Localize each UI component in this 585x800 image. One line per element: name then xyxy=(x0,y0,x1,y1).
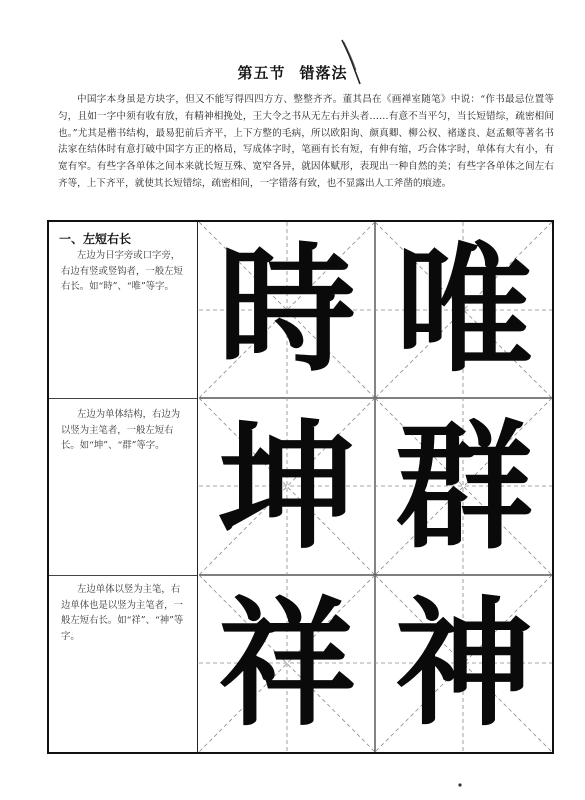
explanation-text: 左边为单体结构，右边为以竖为主笔者，一般左短右长。如“坤”、“群”等字。 xyxy=(61,409,181,452)
calligraphy-char: 群 xyxy=(394,405,533,568)
calligraphy-char: 祥 xyxy=(217,582,356,745)
explanation-column xyxy=(49,222,198,752)
calligraphy-char: 神 xyxy=(394,582,533,745)
calligraphy-char: 唯 xyxy=(394,228,533,391)
explanation-text: 左边为日字旁或口字旁，右边有竖或竖钩者，一般左短右长。如“時”、“唯”等字。 xyxy=(61,250,183,293)
calligraphy-char: 坤 xyxy=(217,405,356,568)
brush-stroke-decoration xyxy=(336,38,366,86)
calligraphy-char: 時 xyxy=(217,228,356,391)
example-table xyxy=(47,220,554,754)
practice-grid xyxy=(199,222,552,752)
section-title: 错落法 xyxy=(299,64,348,82)
section-number: 第五节 xyxy=(237,64,286,82)
section-heading: 一、左短右长 xyxy=(59,232,132,246)
intro-paragraph: 中国字本身虽是方块字，但又不能写得四四方方、整整齐齐。董其昌在《画禅室随笔》中说：“作书最忌位置等匀，且如一字中须有收有放，有精神相挽处，王大令之书从无左右并头者……有意不当平匀，当长短错综，疏密相间也。”尤其是楷书结构，最易犯前后齐平，上下方整的毛病，所以欧阳询、颜真卿、柳公权、褚遂良、赵孟頫等著名书法家在结体时有意打破中国字方正的格局，写成体字时，笔画有长有短，有伸有缩，巧合体字时，单体有大有小，有宽有窄。有些字各单体之间本来就长短互殊、宽窄各异，就因体赋形，表现出一种自然的美；有些字各单体之间左右齐等，上下齐平，就使其长短错综，疏密相间，一字错落有致，也不显露出人工斧凿的痕迹。 xyxy=(58,94,554,189)
explanation-row xyxy=(49,398,197,575)
page-dot-mark xyxy=(455,780,465,790)
explanation-row xyxy=(49,575,197,752)
explanation-row xyxy=(49,222,197,398)
section-title-row xyxy=(0,62,585,83)
explanation-text: 左边单体以竖为主笔，右边单体也是以竖为主笔者，一般左短右长。如“祥”、“神”等字。 xyxy=(61,584,184,642)
